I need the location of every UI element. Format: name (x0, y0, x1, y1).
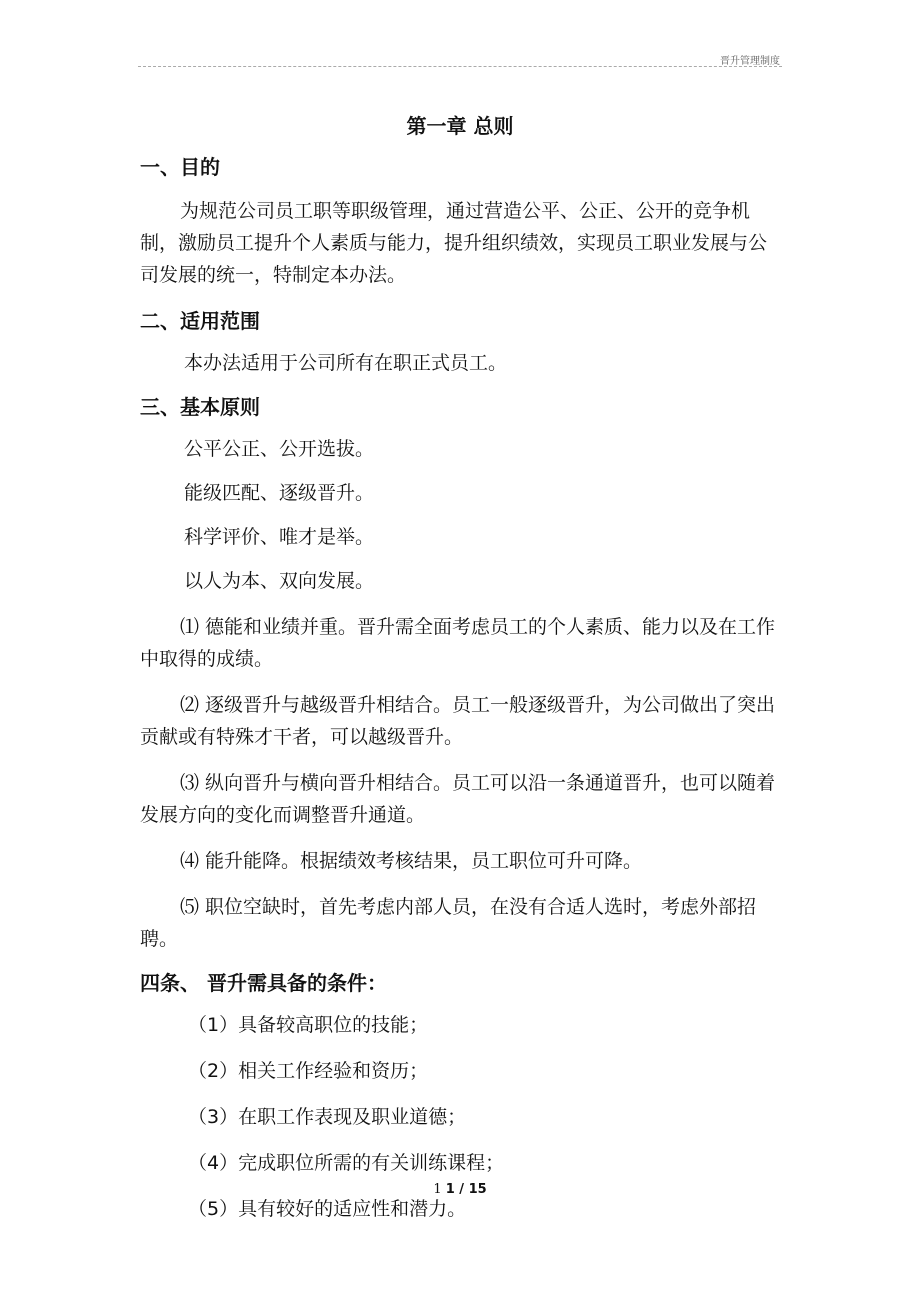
principle-item: 能级匹配、逐级晋升。 (184, 482, 375, 504)
condition-item: （1）具备较高职位的技能； (188, 1014, 429, 1036)
section-title-purpose: 一、目的 (140, 155, 220, 179)
chapter-title: 第一章 总则 (406, 114, 514, 138)
principle-detail: ⑴ 德能和业绩并重。晋升需全面考虑员工的个人素质、能力以及在工作中取得的成绩。 (140, 616, 776, 670)
current-page: 1 (445, 1182, 455, 1197)
document-page (140, 110, 780, 1241)
principle-detail: ⑶ 纵向晋升与横向晋升相结合。员工可以沿一条通道晋升，也可以随着发展方向的变化而调整晋升通道。 (140, 772, 776, 826)
page-separator: / (454, 1182, 469, 1197)
principle-item: 科学评价、唯才是举。 (184, 526, 375, 548)
principle-detail: ⑵ 逐级晋升与越级晋升相结合。员工一般逐级晋升，为公司做出了突出贡献或有特殊才干者，可以越级晋升。 (140, 694, 776, 748)
header-rule (138, 66, 782, 67)
purpose-text: 为规范公司员工职等职级管理，通过营造公平、公正、公开的竞争机制，激励员工提升个人素质与能力，提升组织绩效，实现员工职业发展与公司发展的统一，特制定本办法。 (140, 200, 768, 286)
principle-item: 公平公正、公开选拔。 (184, 438, 375, 460)
total-pages: 15 (468, 1182, 487, 1197)
principle-item: 以人为本、双向发展。 (184, 570, 375, 592)
principle-detail: ⑷ 能升能降。根据绩效考核结果，员工职位可升可降。 (180, 850, 643, 872)
section-title-scope: 二、适用范围 (140, 309, 260, 333)
scope-text: 本办法适用于公司所有在职正式员工。 (184, 352, 508, 374)
principle-detail: ⑸ 职位空缺时，首先考虑内部人员，在没有合适人选时，考虑外部招聘。 (140, 896, 757, 950)
condition-item: （4）完成职位所需的有关训练课程； (188, 1152, 505, 1174)
page-number (0, 1182, 920, 1197)
section-title-conditions: 四条、 晋升需具备的条件： (140, 971, 387, 995)
condition-item: （2）相关工作经验和资历； (188, 1060, 429, 1082)
header-label: 晋升管理制度 (720, 56, 780, 67)
page-prefix: 1 (433, 1182, 446, 1197)
section-title-principles: 三、基本原则 (140, 395, 260, 419)
condition-item: （5）具有较好的适应性和潜力。 (188, 1198, 467, 1220)
condition-item: （3）在职工作表现及职业道德； (188, 1106, 467, 1128)
